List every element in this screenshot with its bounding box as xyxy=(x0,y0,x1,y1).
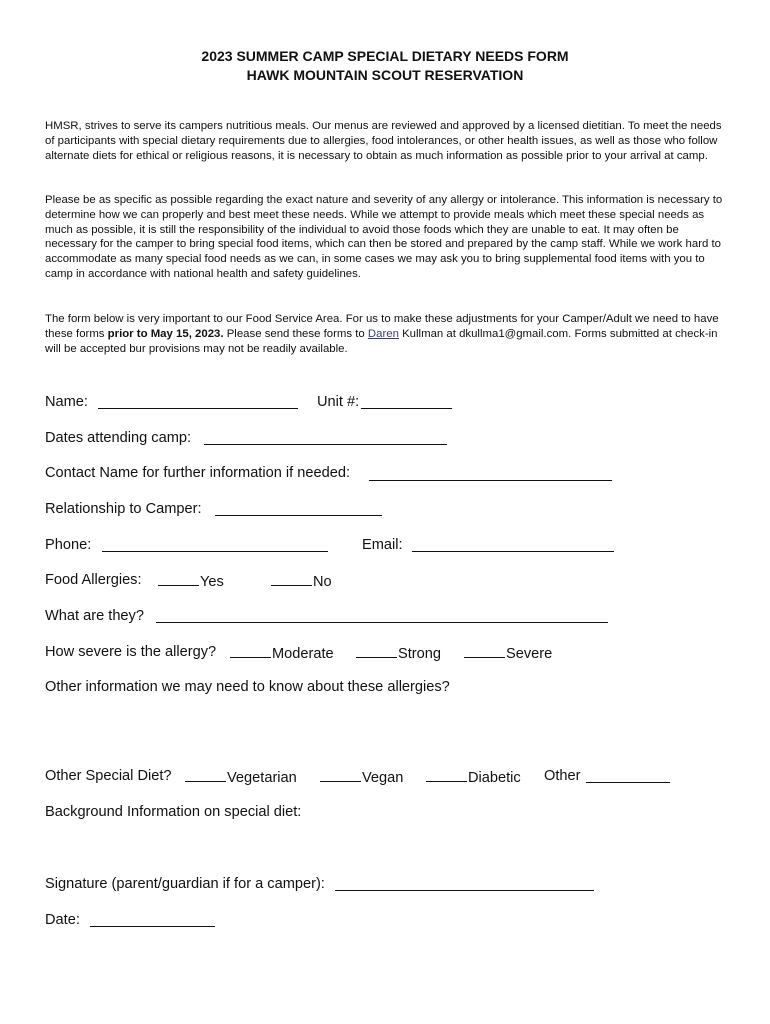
intro-paragraph-3 xyxy=(45,312,725,356)
severity-label: How severe is the allergy? xyxy=(45,644,217,660)
diabetic-label: Diabetic xyxy=(468,770,521,786)
severity-moderate-option[interactable] xyxy=(230,643,334,663)
severe-blank[interactable] xyxy=(464,643,505,658)
date-field[interactable] xyxy=(90,926,215,927)
diet-vegetarian-option[interactable] xyxy=(185,767,297,787)
signature-field[interactable] xyxy=(335,890,594,891)
phone-label: Phone: xyxy=(45,537,92,553)
yes-blank[interactable] xyxy=(158,571,199,586)
vegetarian-label: Vegetarian xyxy=(227,770,297,786)
severe-label: Severe xyxy=(506,646,553,662)
unit-field[interactable] xyxy=(361,408,452,409)
dates-label: Dates attending camp: xyxy=(45,430,192,446)
vegan-label: Vegan xyxy=(362,770,404,786)
what-label: What are they? xyxy=(45,608,144,624)
contact-field[interactable] xyxy=(369,480,612,481)
date-label: Date: xyxy=(45,912,80,928)
moderate-blank[interactable] xyxy=(230,643,271,658)
intro-paragraph-1: HMSR, strives to serve its campers nutritious meals. Our menus are reviewed and approved by a licensed dietitian. To meet the needs of participants with special dietary requirements due to allergies, food intolerances, or other health issues, as well as those who follow alternate diets for ethical or religious reasons, it is necessary to obtain as much information as possible prior to your arrival at camp. xyxy=(45,120,722,162)
yes-label: Yes xyxy=(200,574,224,590)
form-title: 2023 SUMMER CAMP SPECIAL DIETARY NEEDS FORM xyxy=(201,48,569,64)
strong-blank[interactable] xyxy=(356,643,397,658)
vegetarian-blank[interactable] xyxy=(185,767,226,782)
what-field[interactable] xyxy=(156,622,608,623)
paragraph-text: Kullman at dkullma1@gmail.com. Forms submitted at check-in will be accepted bur provisions may not be readily available. xyxy=(45,327,718,355)
allergies-yes-option[interactable] xyxy=(158,571,224,591)
strong-label: Strong xyxy=(398,646,441,662)
diet-label: Other Special Diet? xyxy=(45,768,172,784)
other-info-label: Other information we may need to know about these allergies? xyxy=(45,679,450,695)
no-label: No xyxy=(313,574,332,590)
name-field[interactable] xyxy=(98,408,298,409)
intro-paragraph-2: Please be as specific as possible regarding the exact nature and severity of any allergy or intolerance. This information is necessary to determine how we can properly and best meet these needs. While we attempt to provide meals which meet these special needs as much as possible, it is still the responsibility of the individual to avoid those foods which they are unable to eat. It may often be necessary for the camper to bring special food items, which can then be stored and prepared by the camp staff. While we work hard to accommodate as many special food needs as we can, in some cases we may ask you to bring supplemental food items with you to camp in accordance with national health and safety guidelines. xyxy=(45,194,723,280)
unit-label: Unit #: xyxy=(317,394,360,410)
relationship-field[interactable] xyxy=(215,515,382,516)
allergies-no-option[interactable] xyxy=(271,571,332,591)
contact-label: Contact Name for further information if needed: xyxy=(45,465,351,481)
no-blank[interactable] xyxy=(271,571,312,586)
diet-other-field[interactable] xyxy=(586,782,670,783)
vegan-blank[interactable] xyxy=(320,767,361,782)
diabetic-blank[interactable] xyxy=(426,767,467,782)
email-label: Email: xyxy=(362,537,403,553)
deadline-text: prior to May 15, 2023. xyxy=(107,327,224,340)
dates-field[interactable] xyxy=(204,444,447,445)
relationship-label: Relationship to Camper: xyxy=(45,501,202,517)
severity-severe-option[interactable] xyxy=(464,643,552,663)
allergies-label: Food Allergies: xyxy=(45,572,142,588)
paragraph-text: The form below is very important to our Food Service Area. For us to make these adjustments for your Camper/Adult we need to have these forms xyxy=(45,313,719,340)
diet-diabetic-option[interactable] xyxy=(426,767,521,787)
diet-other-label: Other xyxy=(544,768,581,784)
background-label: Background Information on special diet: xyxy=(45,804,302,820)
paragraph-text: Please send these forms to xyxy=(223,327,368,340)
phone-field[interactable] xyxy=(102,551,328,552)
severity-strong-option[interactable] xyxy=(356,643,441,663)
form-subtitle: HAWK MOUNTAIN SCOUT RESERVATION xyxy=(246,67,524,83)
diet-vegan-option[interactable] xyxy=(320,767,403,787)
email-field[interactable] xyxy=(412,551,614,552)
name-label: Name: xyxy=(45,394,88,410)
moderate-label: Moderate xyxy=(272,646,334,662)
contact-link[interactable]: Daren xyxy=(367,327,399,340)
signature-label: Signature (parent/guardian if for a camper): xyxy=(45,876,325,892)
